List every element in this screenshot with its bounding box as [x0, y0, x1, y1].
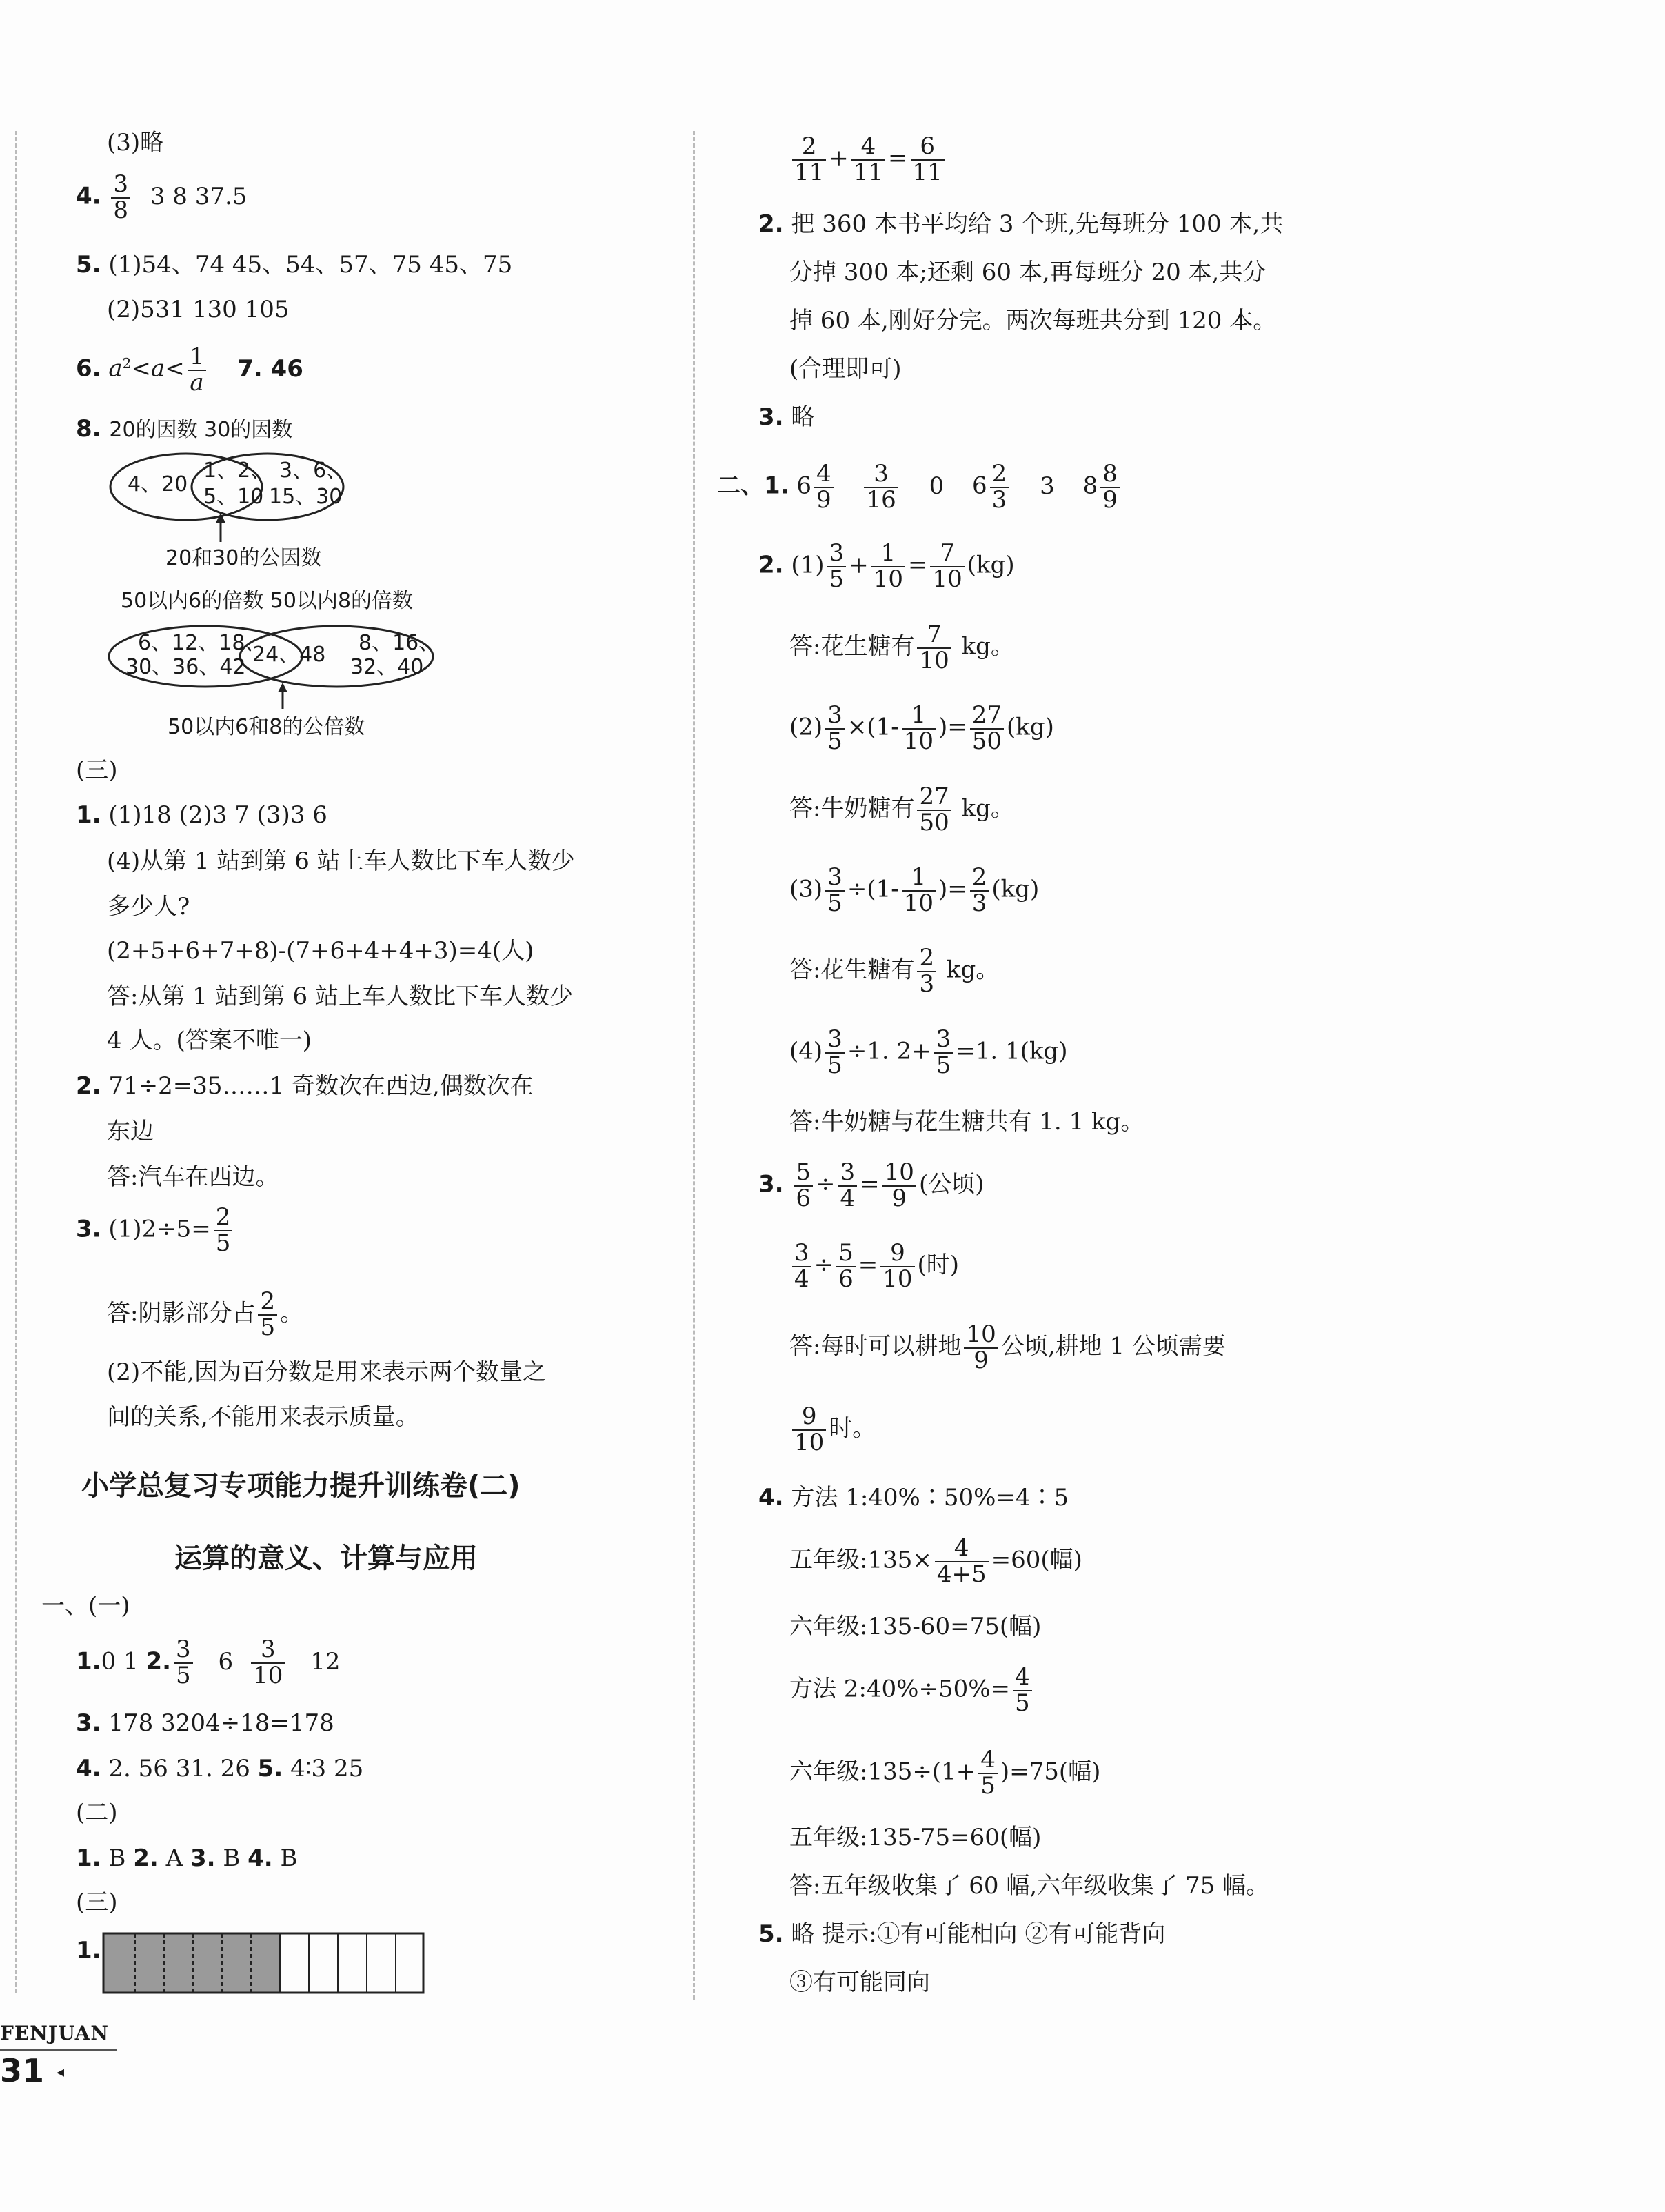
e-fraction-4: $\frac{8}{9}$: [1100, 462, 1120, 512]
e-fraction-3: $\frac{2}{3}$: [990, 462, 1009, 512]
m1-line: [758, 1486, 1069, 1509]
p2-line-c: 答:汽车在西边。: [107, 1163, 279, 1191]
shaded-grid: [102, 1932, 426, 1995]
c1-number: 1.: [76, 1844, 101, 1872]
a3-fr-2: $\frac{1}{10}$: [902, 865, 936, 916]
b4-text: 时。: [829, 1414, 876, 1442]
b2-unit: (时): [917, 1251, 960, 1279]
q8-header: 20的因数 30的因数: [109, 418, 293, 442]
part-1-heading: 一、(一): [41, 1592, 130, 1620]
b3b-text: 公顷,耕地 1 公顷需要: [1000, 1332, 1226, 1360]
m2-fraction: $\frac{4}{4+5}$: [935, 1536, 989, 1587]
a1-answer-fr: $\frac{7}{10}$: [917, 623, 951, 673]
column-divider: [693, 131, 695, 2000]
t4-text: 2. 56 31. 26: [108, 1755, 258, 1782]
p1-line-c: 多少人?: [107, 893, 190, 921]
r2-line-d: (合理即可): [789, 355, 902, 383]
a2-answer-fr: $\frac{27}{50}$: [917, 785, 951, 835]
section-title-2: 运算的意义、计算与应用: [174, 1542, 478, 1574]
part-2-heading: (二): [76, 1799, 118, 1827]
a2-line: (2) $\frac{3}{5}$ ×(1- $\frac{1}{10}$ )= $\frac{27}{50}$ (kg): [789, 701, 1054, 755]
t1a: 0 1: [101, 1647, 146, 1676]
e-whole-1: 6: [796, 472, 812, 500]
m2-line: [789, 1536, 1082, 1587]
b2-fr-1: $\frac{3}{4}$: [792, 1241, 811, 1291]
b-number: 3.: [758, 1170, 784, 1198]
q8-number: 8.: [76, 415, 110, 443]
r0-fraction-3: $\frac{6}{11}$: [911, 134, 945, 185]
a4-line: (4) $\frac{3}{5}$ ÷1. 2+ $\frac{3}{5}$ =1. 1(kg): [789, 1025, 1068, 1079]
p1-line-b: (4)从第 1 站到第 6 站上车人数比下车人数少: [107, 847, 575, 875]
q6-a2: a: [150, 354, 165, 383]
b4-fraction: $\frac{9}{10}$: [792, 1405, 826, 1455]
a3-line: (3) $\frac{3}{5}$ ÷(1- $\frac{1}{10}$ )= $\frac{2}{3}$ (kg): [789, 863, 1040, 917]
a1-fr-3: $\frac{7}{10}$: [930, 541, 964, 592]
venn2-right-a: 8、16、: [359, 631, 440, 655]
a2-fr-3: $\frac{27}{50}$: [970, 703, 1004, 754]
venn2-left-b: 30、36、42: [125, 655, 246, 679]
a4-answer: 答:牛奶糖与花生糖共有 1. 1 kg。: [789, 1108, 1144, 1136]
b1-fr-2: $\frac{3}{4}$: [838, 1160, 858, 1211]
p1-number: 1.: [76, 801, 101, 829]
r2-number: 2.: [758, 210, 784, 238]
q6-lt2: <: [165, 354, 185, 383]
t1-fraction-2: $\frac{3}{10}$: [251, 1638, 285, 1688]
e-whole-3: 8: [1082, 472, 1098, 500]
t4-line: [76, 1757, 363, 1780]
section-title-1: 小学总复习专项能力提升训练卷(二): [81, 1470, 521, 1502]
b2-line: $\frac{3}{4}$ ÷ $\frac{5}{6}$ = $\frac{9}{10}$ (时): [789, 1241, 959, 1291]
t1-number: 1.: [76, 1647, 101, 1676]
c3-number: 3.: [190, 1844, 216, 1872]
r3-text: 略: [791, 403, 815, 431]
r2-line-a: [758, 212, 1283, 236]
q6-exp: 2: [122, 354, 132, 372]
e-fraction-2: $\frac{3}{16}$: [864, 462, 898, 512]
t3-number: 3.: [76, 1709, 101, 1737]
c2-answer: A: [165, 1844, 190, 1872]
a3-answer-text: 答:花生糖有: [789, 956, 915, 984]
t2-number: 2.: [145, 1647, 172, 1676]
p3a-fraction: $\frac{2}{5}$: [214, 1205, 233, 1256]
t4-number: 4.: [76, 1755, 101, 1782]
m5a-text: 六年级:135÷(1+: [789, 1758, 976, 1786]
q5-line-b: ③有可能同向: [789, 1969, 930, 1996]
q7: 7. 46: [237, 354, 303, 383]
q4-number: 4.: [76, 182, 101, 210]
venn1-caption: 20和30的公因数: [165, 546, 322, 570]
a1-fr-1: $\frac{3}{5}$: [827, 541, 847, 592]
venn1-right-b: 15、30: [269, 485, 343, 509]
q5-line-a: [758, 1922, 1165, 1946]
t1-line: [76, 1638, 340, 1688]
a4-fr-2: $\frac{3}{5}$: [934, 1027, 953, 1078]
r0-fraction-2: $\frac{4}{11}$: [851, 134, 885, 185]
q6-fraction: $\frac{1}{a}$: [188, 345, 207, 395]
left-q4: [76, 172, 247, 223]
b1-fr-1: $\frac{5}{6}$: [794, 1160, 813, 1211]
section-3-heading: (三): [76, 756, 118, 784]
p3b-end: 。: [280, 1299, 304, 1327]
p1-line-d: (2+5+6+7+8)-(7+6+4+4+3)=4(人): [107, 937, 534, 965]
venn1-right-a: 3、6、: [279, 459, 347, 483]
r2-line-b: 分掉 300 本;还剩 60 本,再每班分 20 本,共分: [789, 259, 1267, 286]
r2a-text: 把 360 本书平均给 3 个班,先每班分 100 本,共: [791, 210, 1284, 238]
m5-fraction: $\frac{4}{5}$: [978, 1748, 998, 1798]
r3-line: [758, 405, 814, 429]
a1-answer: 答:花生糖有 $\frac{7}{10}$ kg。: [789, 621, 1014, 674]
q6-number: 6.: [76, 354, 101, 383]
a2-answer: 答:牛奶糖有 $\frac{27}{50}$ kg。: [789, 783, 1014, 836]
p3b-fraction: $\frac{2}{5}$: [258, 1289, 277, 1340]
b1-line: 3. $\frac{5}{6}$ ÷ $\frac{3}{4}$ = $\frac{10}{9}$ (公顷): [758, 1158, 985, 1212]
a3-answer-fr: $\frac{2}{3}$: [917, 946, 936, 996]
e-zero: 0: [929, 472, 945, 500]
p3-line-a: [76, 1205, 235, 1256]
left-line-3-lue: (3)略: [107, 129, 164, 157]
t1d: 12: [310, 1647, 341, 1676]
left-q8-head: [76, 417, 292, 441]
e-whole-2: 6: [972, 472, 987, 500]
venn1-mid-a: 1、2、: [203, 459, 272, 483]
r0-line: $\frac{2}{11}$ + $\frac{4}{11}$ = $\frac{6}{11}$: [789, 134, 947, 185]
a1-fr-2: $\frac{1}{10}$: [871, 541, 905, 592]
part-2-heading-right: 二、1.: [717, 472, 789, 500]
venn1-left: 4、20: [128, 472, 188, 496]
venn1-mid-b: 5、10: [203, 485, 264, 509]
page-arrow-icon: ◂: [57, 2064, 65, 2081]
m4-line: [789, 1665, 1035, 1716]
grid-question-number: 1.: [76, 1937, 101, 1964]
m1-text: 方法 1:40%∶50%=4∶5: [791, 1484, 1069, 1511]
p3a-text: (1)2÷5=: [108, 1215, 211, 1243]
q4-rest: 3 8 37.5: [150, 182, 248, 210]
p1-line-f: 4 人。(答案不唯一): [107, 1027, 312, 1054]
left-margin-line: [15, 131, 17, 1993]
t1-fraction-1: $\frac{3}{5}$: [174, 1638, 193, 1688]
m3-line: 六年级:135-60=75(幅): [789, 1613, 1042, 1640]
b4-line: [789, 1402, 876, 1456]
p3-line-d: 间的关系,不能用来表示质量。: [107, 1403, 419, 1431]
m4a-text: 方法 2:40%÷50%=: [789, 1675, 1011, 1703]
a4-end: =1. 1(kg): [956, 1037, 1068, 1065]
r2-line-c: 掉 60 本,刚好分完。两次每班共分到 120 本。: [789, 307, 1277, 334]
m7-line: 答:五年级收集了 60 幅,六年级收集了 75 幅。: [789, 1872, 1270, 1900]
q4-fraction: $\frac{3}{8}$: [111, 172, 130, 223]
a4-mid: ÷1. 2+: [847, 1037, 931, 1065]
left-q5b: (2)531 130 105: [107, 296, 290, 323]
a2-fr-1: $\frac{3}{5}$: [825, 703, 845, 754]
p2-line-b: 东边: [107, 1118, 154, 1145]
p2-line-a: [76, 1074, 534, 1098]
m4-fraction: $\frac{4}{5}$: [1013, 1665, 1032, 1716]
t5-text: 4∶3 25: [290, 1755, 364, 1782]
r0-fraction-1: $\frac{2}{11}$: [792, 134, 826, 185]
p3-line-b: [107, 1289, 303, 1340]
venn2-caption: 50以内6和8的公倍数: [168, 715, 365, 739]
a3-fr-1: $\frac{3}{5}$: [825, 865, 845, 916]
m6-line: 五年级:135-75=60(幅): [789, 1824, 1042, 1851]
p2-number: 2.: [76, 1072, 101, 1100]
p3-line-c: (2)不能,因为百分数是用来表示两个数量之: [107, 1358, 546, 1386]
venn2-header: 50以内6的倍数 50以内8的倍数: [121, 589, 414, 613]
p3-number: 3.: [76, 1215, 101, 1243]
b3a-text: 答:每时可以耕地: [789, 1332, 962, 1360]
p2a-text: 71÷2=35……1 奇数次在西边,偶数次在: [108, 1072, 534, 1100]
r3-number: 3.: [758, 403, 784, 431]
venn2-left-a: 6、12、18、: [138, 631, 266, 655]
b1-fr-3: $\frac{10}{9}$: [882, 1160, 916, 1211]
t3-line: [76, 1711, 334, 1735]
left-q6: [76, 345, 303, 395]
c1-answer: B: [108, 1844, 134, 1872]
b2-fr-2: $\frac{5}{6}$: [836, 1241, 856, 1291]
c4-number: 4.: [248, 1844, 273, 1872]
page-number: 31: [0, 2052, 45, 2089]
q5a-text: (1)54、74 45、54、57、75 45、75: [108, 251, 513, 279]
m2b-text: =60(幅): [991, 1546, 1082, 1574]
t3-text: 178 3204÷18=178: [108, 1709, 334, 1737]
q5-right-number: 5.: [758, 1920, 784, 1948]
a2-fr-2: $\frac{1}{10}$: [902, 703, 936, 754]
a3-answer: 答:花生糖有 $\frac{2}{3}$ kg。: [789, 944, 1000, 998]
venn2-mid: 24、48: [252, 643, 326, 667]
part-3-heading: (三): [76, 1889, 118, 1916]
e-three: 3: [1040, 472, 1055, 500]
a1-answer-text: 答:花生糖有: [789, 632, 915, 661]
m2a-text: 五年级:135×: [789, 1546, 932, 1574]
p3b-text: 答:阴影部分占: [107, 1299, 256, 1327]
b3-line: [789, 1320, 1226, 1374]
footer-brand: FENJUAN: [0, 2022, 109, 2044]
t1c: 6: [218, 1647, 234, 1676]
q5-number: 5.: [76, 251, 101, 279]
m5-line: [789, 1748, 1100, 1798]
t5-number: 5.: [257, 1755, 283, 1782]
b2-fr-3: $\frac{9}{10}$: [880, 1241, 914, 1291]
left-q5a: [76, 251, 513, 279]
b1-unit: (公顷): [918, 1170, 985, 1198]
m-number: 4.: [758, 1484, 784, 1511]
q6-lt: <: [131, 354, 151, 383]
a2-answer-text: 答:牛奶糖有: [789, 794, 915, 823]
a-number: 2.: [758, 551, 784, 579]
c2-number: 2.: [133, 1844, 159, 1872]
m5b-text: )=75(幅): [1000, 1758, 1101, 1786]
p1-line-e: 答:从第 1 站到第 6 站上车人数比下车人数少: [107, 983, 573, 1010]
e-fraction-1: $\frac{4}{9}$: [814, 462, 834, 512]
a1-line: 2. (1) $\frac{3}{5}$ + $\frac{1}{10}$ = $\frac{7}{10}$ (kg): [758, 539, 1015, 593]
choice-line: [76, 1844, 298, 1872]
a4-fr-1: $\frac{3}{5}$: [825, 1027, 845, 1078]
c4-answer: B: [280, 1844, 298, 1872]
q5a-right-text: 略 提示:①有可能相向 ②有可能背向: [791, 1920, 1166, 1948]
c3-answer: B: [223, 1844, 248, 1872]
q6-a: a: [108, 354, 123, 383]
p1a-text: (1)18 (2)3 7 (3)3 6: [108, 801, 327, 829]
a3-fr-3: $\frac{2}{3}$: [970, 865, 989, 916]
part-2-line-1: [717, 462, 1122, 512]
p1-line-a: [76, 803, 327, 827]
b3-fraction: $\frac{10}{9}$: [964, 1323, 998, 1373]
footer-rule: [0, 2049, 117, 2051]
venn2-right-b: 32、40: [350, 655, 424, 679]
